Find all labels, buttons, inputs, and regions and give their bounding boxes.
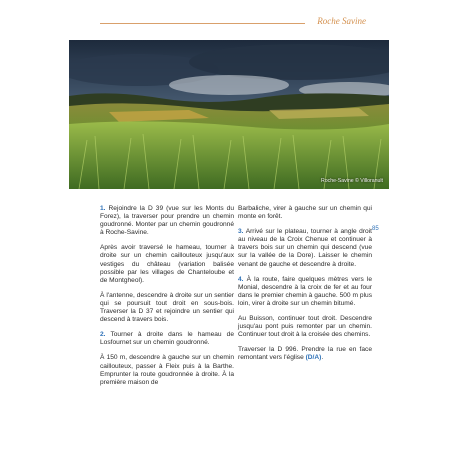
header-rule (100, 23, 305, 24)
landscape-photo-image (69, 40, 389, 189)
landscape-photo (69, 40, 389, 189)
paragraph: Barbaliche, virer à gauche sur un chemin qui monte en forêt. (238, 205, 372, 221)
photo-caption: Roche-Savine © Villoranult (321, 178, 383, 184)
paragraph: À l'antenne, descendre à droite sur un sentier qui se poursuit tout droit en sous-bois. Traverser la D 37 et rejoindre un sentier qui descend à travers bois. (100, 291, 234, 324)
depart-arrivee-marker: (D/A) (305, 354, 322, 362)
page-header-title: Roche Savine (317, 16, 366, 26)
page-number: 85 (372, 226, 379, 232)
paragraph: Traverser la D 996. Prendre la rue en face remontant vers l'église (D/A). (238, 346, 372, 362)
right-text-column (238, 205, 372, 370)
paragraph: Après avoir traversé le hameau, tourner à droite sur un chemin caillouteux jusqu'aux vestiges du château (variation balisée possible par les villages de Chanteloube et de Montgheol). (100, 244, 234, 284)
paragraph: Au Buisson, continuer tout droit. Descendre jusqu'au pont puis remonter par un chemin. Continuer tout droit à la croisée des chemins. (238, 315, 372, 339)
paragraph: 1. Rejoindre la D 39 (vue sur les Monts du Forez), la traverser pour prendre un chemin goudronné. Monter par un chemin goudronné à Roche-Savine. (100, 205, 234, 237)
paragraph: 4. À la route, faire quelques mètres vers le Monial, descendre à la croix de fer et au four dans le premier chemin à gauche. 500 m plus loin, virer à droite sur un chemin bitumé. (238, 275, 373, 307)
left-text-column (100, 205, 234, 394)
paragraph: 2. Tourner à droite dans le hameau de Losfournet sur un chemin goudronné. (100, 331, 234, 347)
paragraph: 3. Arrivé sur le plateau, tourner à angle droit au niveau de la Croix Chenue et continuer à travers bois sur un chemin qui descend (vue sur la vallée de la Dore). Laisser le chemin venant de gauche et descendre à droite. (238, 228, 372, 268)
paragraph: À 150 m, descendre à gauche sur un chemin caillouteux, passer à Fleix puis à la Barthe. Emprunter la route goudronnée à droite. À la première maison de (100, 354, 234, 386)
